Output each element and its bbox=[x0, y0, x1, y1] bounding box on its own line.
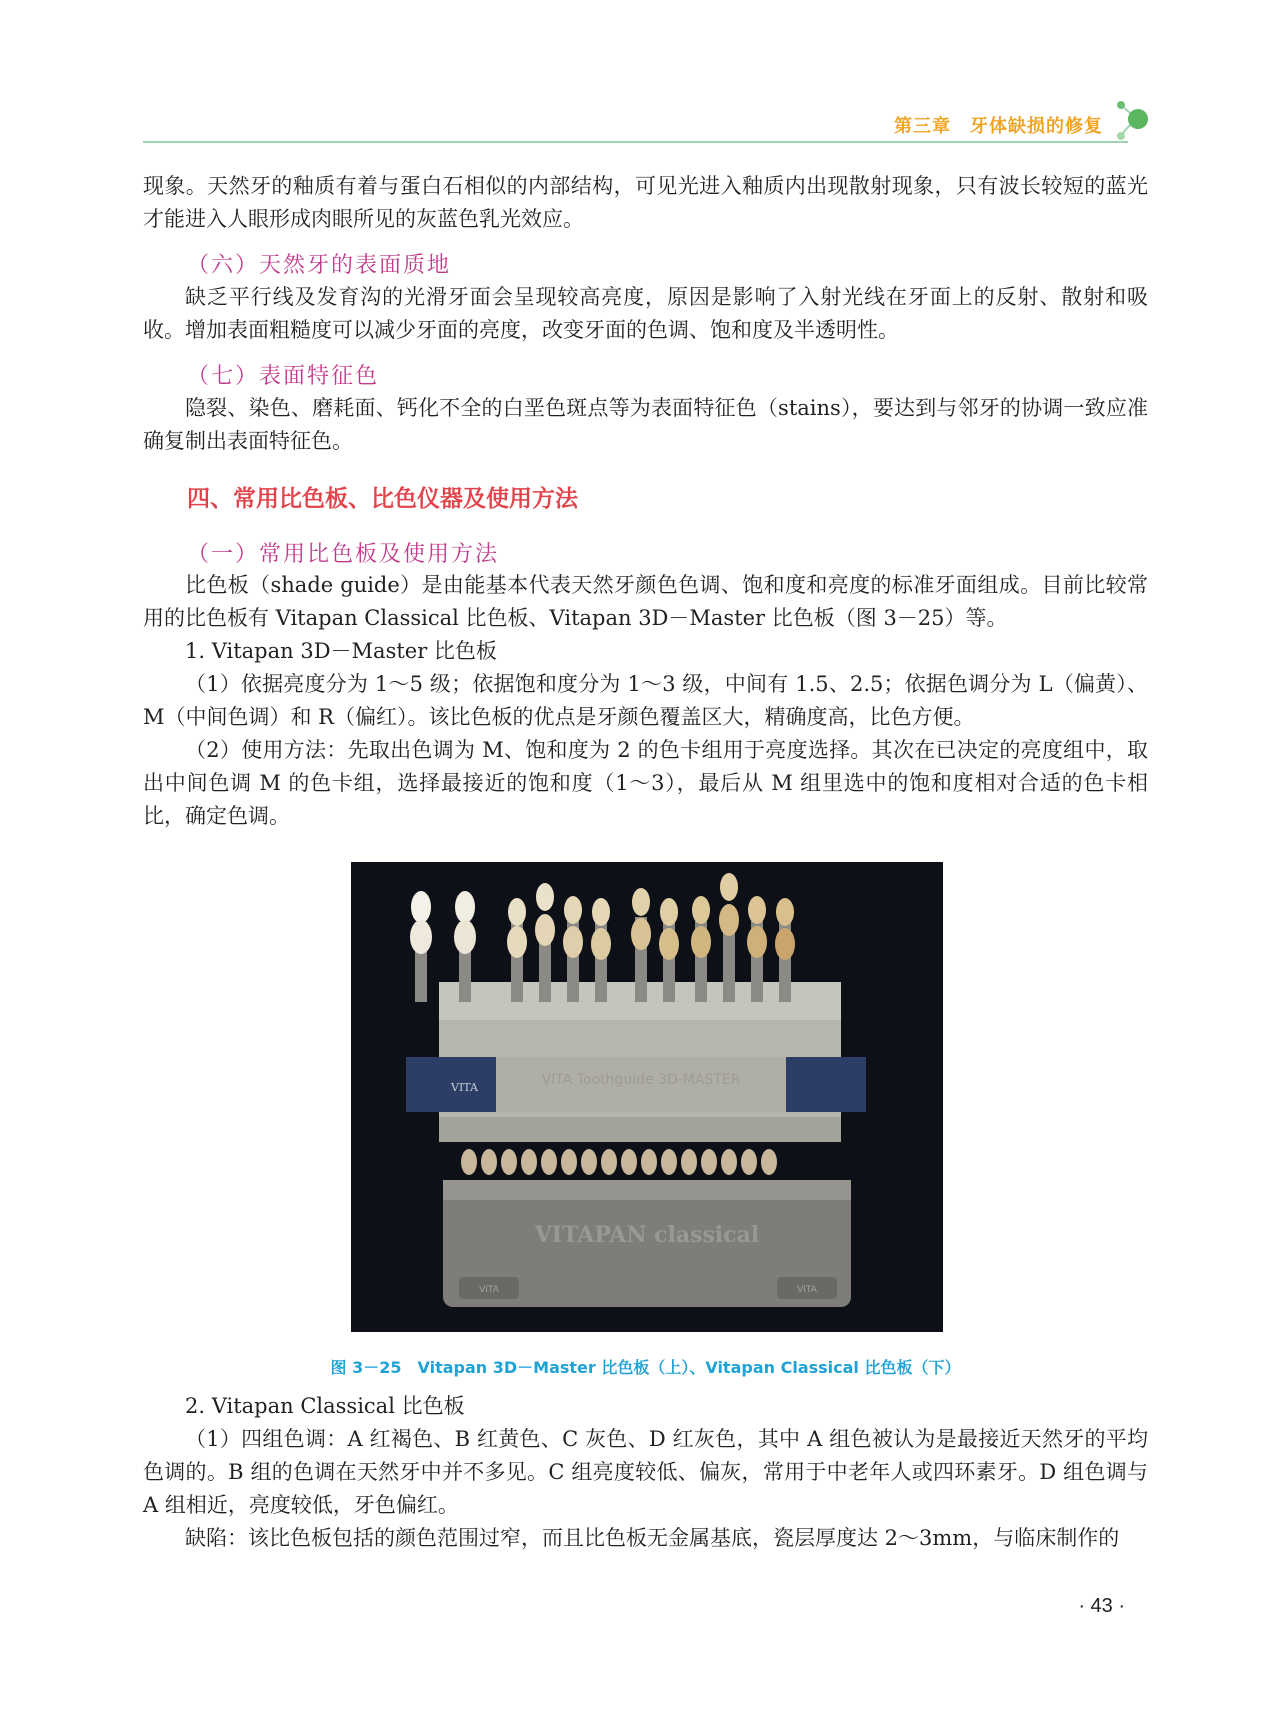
paragraph-3d-master-levels: （1）依据亮度分为 1～5 级；依据饱和度分为 1～3 级，中间有 1.5、2.5；依据色调分为 L（偏黄）、M（中间色调）和 R（偏红）。该比色板的优点是牙颜色覆盖区大，精确度高，比色方便。 bbox=[143, 672, 1148, 729]
lower-tag-right: VITA bbox=[797, 1285, 817, 1295]
lower-tag-left: VITA bbox=[479, 1285, 499, 1295]
paragraph-surface-texture: 缺乏平行线及发育沟的光滑牙面会呈现较高亮度，原因是影响了入射光线在牙面上的反射、散射和吸收。增加表面粗糙度可以减少牙面的亮度，改变牙面的色调、饱和度及半透明性。 bbox=[143, 285, 1148, 342]
section-heading: 四、常用比色板、比色仪器及使用方法 bbox=[187, 486, 578, 512]
list-item-3d-master: 1. Vitapan 3D－Master 比色板 bbox=[185, 639, 497, 663]
molecule-icon bbox=[1112, 98, 1152, 144]
paragraph-classical-groups: （1）四组色调：A 红褐色、B 红黄色、C 灰色、D 红灰色，其中 A 组色被认为是最接近天然牙的平均色调的。B 组的色调在天然牙中并不多见。C 组亮度较低、偏灰，常用于中老年人或四环素牙。D 组色调与 A 组相近，亮度较低，牙色偏红。 bbox=[143, 1427, 1148, 1517]
paragraph-shade-guide-intro: 比色板（shade guide）是由能基本代表天然牙颜色色调、饱和度和亮度的标准牙面组成。目前比较常用的比色板有 Vitapan Classical 比色板、Vitapan 3D－Master 比色板（图 3－25）等。 bbox=[143, 573, 1148, 630]
shade-guide-photo bbox=[351, 862, 943, 1332]
paragraph-3d-master-usage: （2）使用方法：先取出色调为 M、饱和度为 2 的色卡组用于亮度选择。其次在已决定的亮度组中，取出中间色调 M 的色卡组，选择最接近的饱和度（1～3），最后从 M 组里选中的饱和度相对合适的色卡相比，确定色调。 bbox=[143, 738, 1148, 828]
lower-brand-text: VITAPAN classical bbox=[534, 1222, 760, 1248]
paragraph-surface-stains: 隐裂、染色、磨耗面、钙化不全的白垩色斑点等为表面特征色（stains），要达到与邻牙的协调一致应准确复制出表面特征色。 bbox=[143, 396, 1148, 453]
subheading-surface-texture: （六）天然牙的表面质地 bbox=[187, 253, 452, 278]
subheading-surface-stains: （七）表面特征色 bbox=[187, 364, 380, 389]
header-rule bbox=[143, 141, 1128, 143]
figure-caption: 图 3－25 Vitapan 3D－Master 比色板（上）、Vitapan Classical 比色板（下） bbox=[330, 1358, 961, 1377]
upper-brand-text: VITA Toothguide 3D-MASTER bbox=[541, 1072, 741, 1088]
page-number: · 43 · bbox=[1078, 1595, 1125, 1617]
paragraph-classical-defects: 缺陷：该比色板包括的颜色范围过窄，而且比色板无金属基底，瓷层厚度达 2～3mm，与临床制作的 bbox=[185, 1526, 1120, 1550]
list-item-classical: 2. Vitapan Classical 比色板 bbox=[185, 1394, 465, 1418]
chapter-header: 第三章 牙体缺损的修复 bbox=[894, 116, 1103, 137]
upper-band-left-label: VITA bbox=[451, 1081, 478, 1094]
paragraph-opalescence: 现象。天然牙的釉质有着与蛋白石相似的内部结构，可见光进入釉质内出现散射现象，只有波长较短的蓝光才能进入人眼形成肉眼所见的灰蓝色乳光效应。 bbox=[143, 174, 1148, 231]
subheading-shade-guides: （一）常用比色板及使用方法 bbox=[187, 542, 500, 567]
